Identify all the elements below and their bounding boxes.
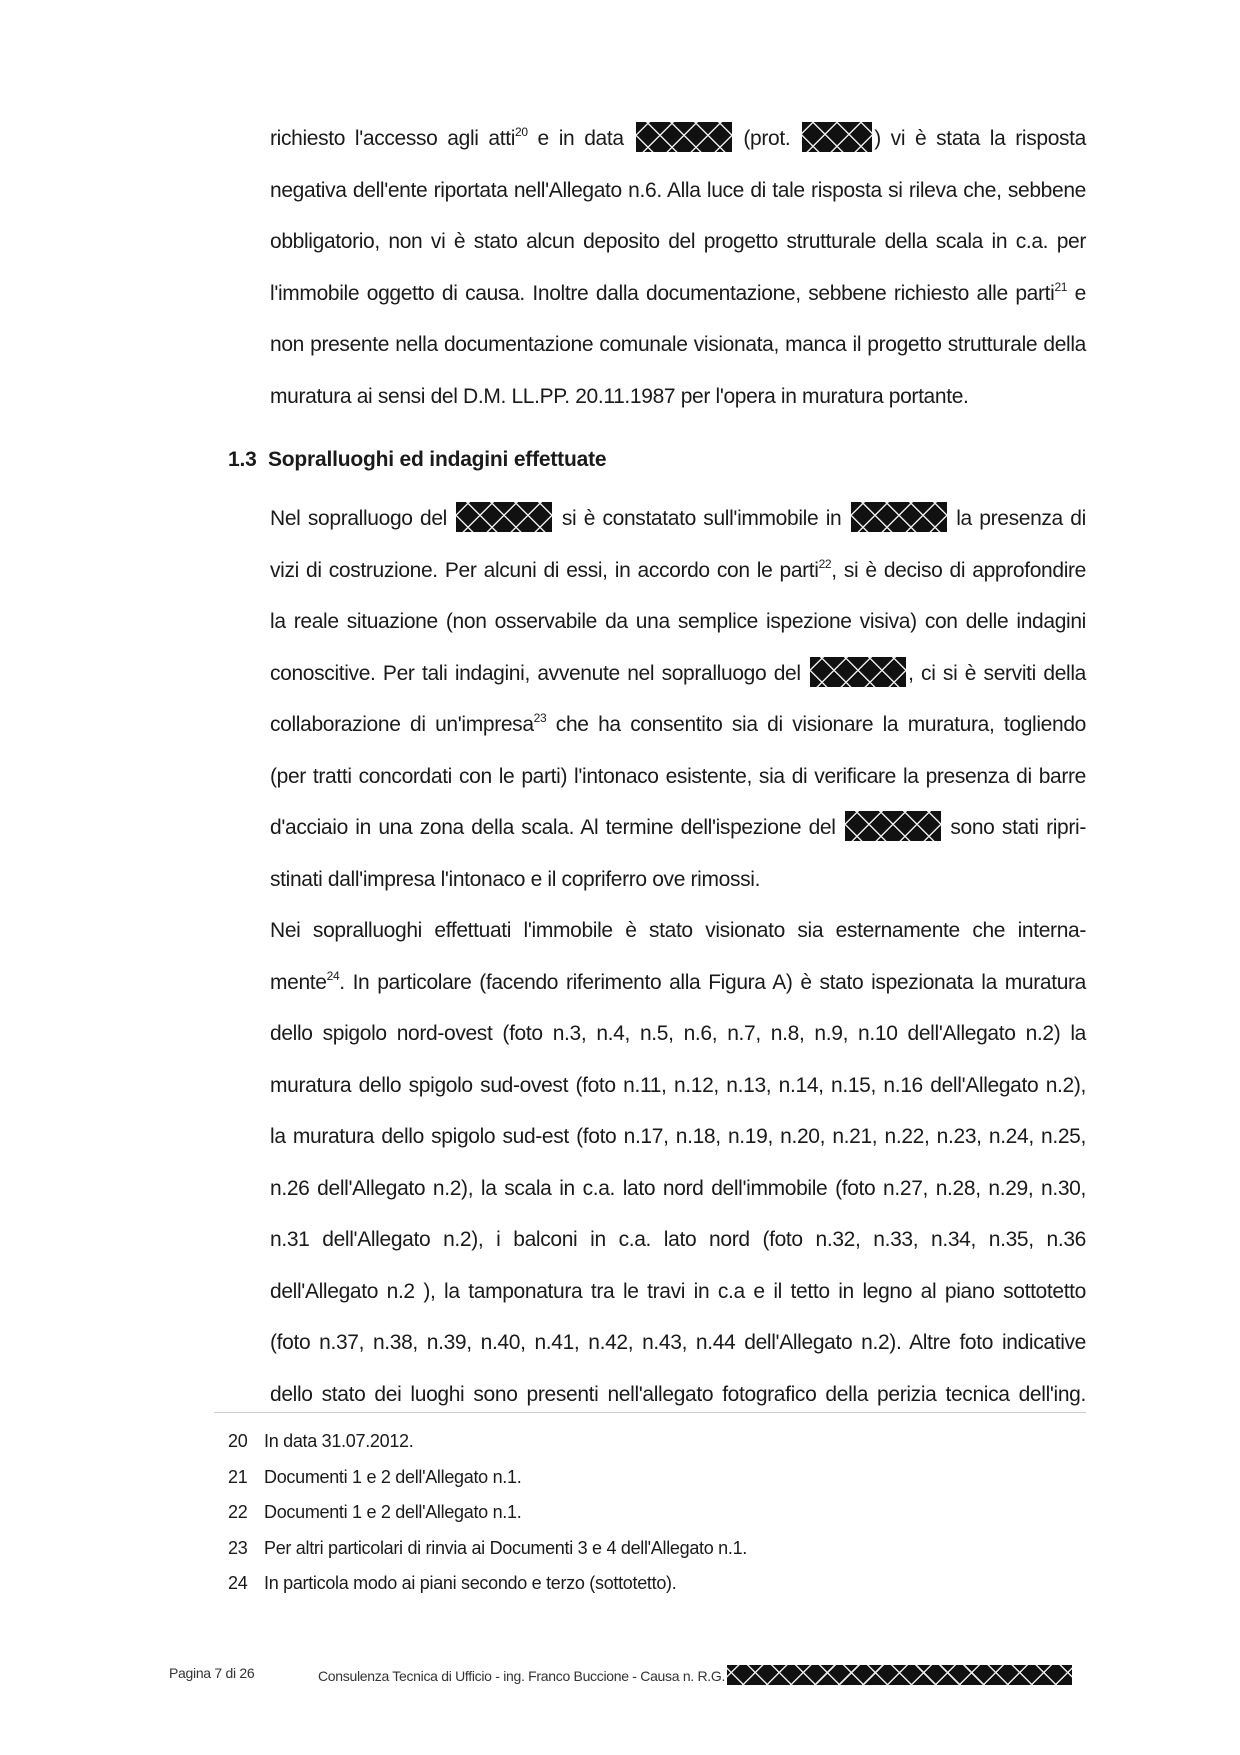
footnote-text: Documenti 1 e 2 dell'Allegato n.1. xyxy=(264,1466,522,1487)
footnote-ref-24: 24 xyxy=(326,968,340,983)
redacted-date xyxy=(810,657,906,687)
redacted-case-number xyxy=(727,1665,1072,1685)
text-line: n.31 dell'Allegato n.2), i balconi in c.a. lato nord (foto n.32, n.33, n.34, n.35, n.36 xyxy=(270,1228,1086,1251)
footnote-ref-23: 23 xyxy=(533,711,547,725)
text-line: dello spigolo nord-ovest (foto n.3, n.4, n.5, n.6, n.7, n.8, n.9, n.10 dell'Allegato n.2) la xyxy=(270,1022,1086,1045)
text-line: la reale situazione (non osservabile da una semplice ispezione visiva) con delle indagini xyxy=(270,610,1086,633)
redacted-address xyxy=(851,502,947,532)
page-number: Pagina 7 di 26 xyxy=(169,1665,255,1681)
text-line: dello stato dei luoghi sono presenti nell'allegato fotografico della perizia tecnica dell'ing. xyxy=(270,1382,1086,1406)
footnote-separator xyxy=(214,1412,1086,1413)
text-line: collaborazione di un'impresa$^{23}$ che ha consentito sia di visionare la muratura, togliendo xyxy=(270,711,1087,736)
section-number: 1.3 xyxy=(228,448,257,471)
footnote-text: In particola modo ai piani secondo e terzo (sottotetto). xyxy=(264,1573,677,1593)
text-line: l'immobile oggetto di causa. Inoltre dalla documentazione, sebbene richiesto alle parti$^{21}$ e xyxy=(270,279,1086,305)
section-heading xyxy=(228,448,606,472)
footer-doc-text: Consulenza Tecnica di Ufficio - ing. Franco Buccione - Causa n. R.G. xyxy=(318,1668,726,1684)
redacted-protocol xyxy=(802,122,872,152)
footnote-20 xyxy=(228,1424,747,1460)
footnotes xyxy=(228,1424,747,1602)
text-line: obbligatorio, non vi è stato alcun deposito del progetto strutturale della scala in c.a. per xyxy=(270,230,1086,253)
footnote-text: Per altri particolari di rinvia ai Documenti 3 e 4 dell'Allegato n.1. xyxy=(264,1537,747,1558)
text-line: (per tratti concordati con le parti) l'intonaco esistente, sia di verificare la presenza di barre xyxy=(270,764,1086,788)
footer-doc-info xyxy=(318,1665,1074,1685)
footnote-text: Documenti 1 e 2 dell'Allegato n.1. xyxy=(264,1502,522,1522)
text-line: richiesto l'accesso agli atti$^{20}$ e in data (prot. ) vi è stata la risposta xyxy=(270,113,1086,165)
text-line: Nel sopralluogo del si è constatato sull'immobile in la presenza di xyxy=(270,493,1086,545)
footnote-ref-22: 22 xyxy=(818,556,832,571)
text-line: non presente nella documentazione comunale visionata, manca il progetto strutturale della xyxy=(270,333,1086,356)
text-line: d'acciaio in una zona della scala. Al termine dell'ispezione del sono stati ripri- xyxy=(270,802,1086,854)
text-line: mente$^{24}$. In particolare (facendo riferimento alla Figura A) è stato ispezionata la muratura xyxy=(270,968,1086,994)
footnote-21 xyxy=(228,1460,747,1496)
text-line: muratura dello spigolo sud-ovest (foto n.11, n.12, n.13, n.14, n.15, n.16 dell'Allegato n.2), xyxy=(270,1073,1086,1097)
text-line: la muratura dello spigolo sud-est (foto n.17, n.18, n.19, n.20, n.21, n.22, n.23, n.24, n.25, xyxy=(270,1125,1086,1148)
redacted-date xyxy=(845,811,941,841)
redacted-date xyxy=(456,502,552,532)
paragraph-inspections xyxy=(270,493,1086,905)
footnote-24 xyxy=(228,1566,747,1602)
footnote-number: 22 xyxy=(228,1502,248,1522)
text-line: stinati dall'impresa l'intonaco e il copriferro ove rimossi. xyxy=(270,867,761,891)
paragraph-access-records xyxy=(270,113,1086,422)
text-line: conoscitive. Per tali indagini, avvenute nel sopralluogo del , ci si è serviti della xyxy=(270,648,1086,700)
footnote-ref-20: 20 xyxy=(515,125,528,139)
text-line: negativa dell'ente riportata nell'Allegato n.6. Alla luce di tale risposta si rileva che, sebbene xyxy=(270,178,1086,202)
footnote-ref-21: 21 xyxy=(1054,279,1068,294)
footnote-number: 21 xyxy=(228,1466,248,1487)
footnote-number: 24 xyxy=(228,1573,248,1593)
section-title: Sopralluoghi ed indagini effettuate xyxy=(268,448,607,471)
footnote-text: In data 31.07.2012. xyxy=(264,1431,414,1451)
paragraph-site-visits xyxy=(270,905,1086,1420)
footnote-22 xyxy=(228,1495,747,1531)
text-line: (foto n.37, n.38, n.39, n.40, n.41, n.42, n.43, n.44 dell'Allegato n.2). Altre foto indicative xyxy=(270,1331,1086,1354)
text-line: vizi di costruzione. Per alcuni di essi, in accordo con le parti$^{22}$, si è deciso di approfondire xyxy=(270,556,1086,582)
text-line: muratura ai sensi del D.M. LL.PP. 20.11.1987 per l'opera in muratura portante. xyxy=(270,384,969,408)
footnote-23 xyxy=(228,1531,747,1567)
text-line: Nei sopralluoghi effettuati l'immobile è stato visionato sia esternamente che interna- xyxy=(270,919,1086,942)
footnote-number: 20 xyxy=(228,1431,248,1451)
redacted-date xyxy=(636,122,732,152)
text-line: n.26 dell'Allegato n.2), la scala in c.a. lato nord dell'immobile (foto n.27, n.28, n.29, n.30, xyxy=(270,1176,1086,1200)
footnote-number: 23 xyxy=(228,1537,248,1558)
text-line: dell'Allegato n.2 ), la tamponatura tra le travi in c.a e il tetto in legno al piano sottotetto xyxy=(270,1279,1086,1303)
